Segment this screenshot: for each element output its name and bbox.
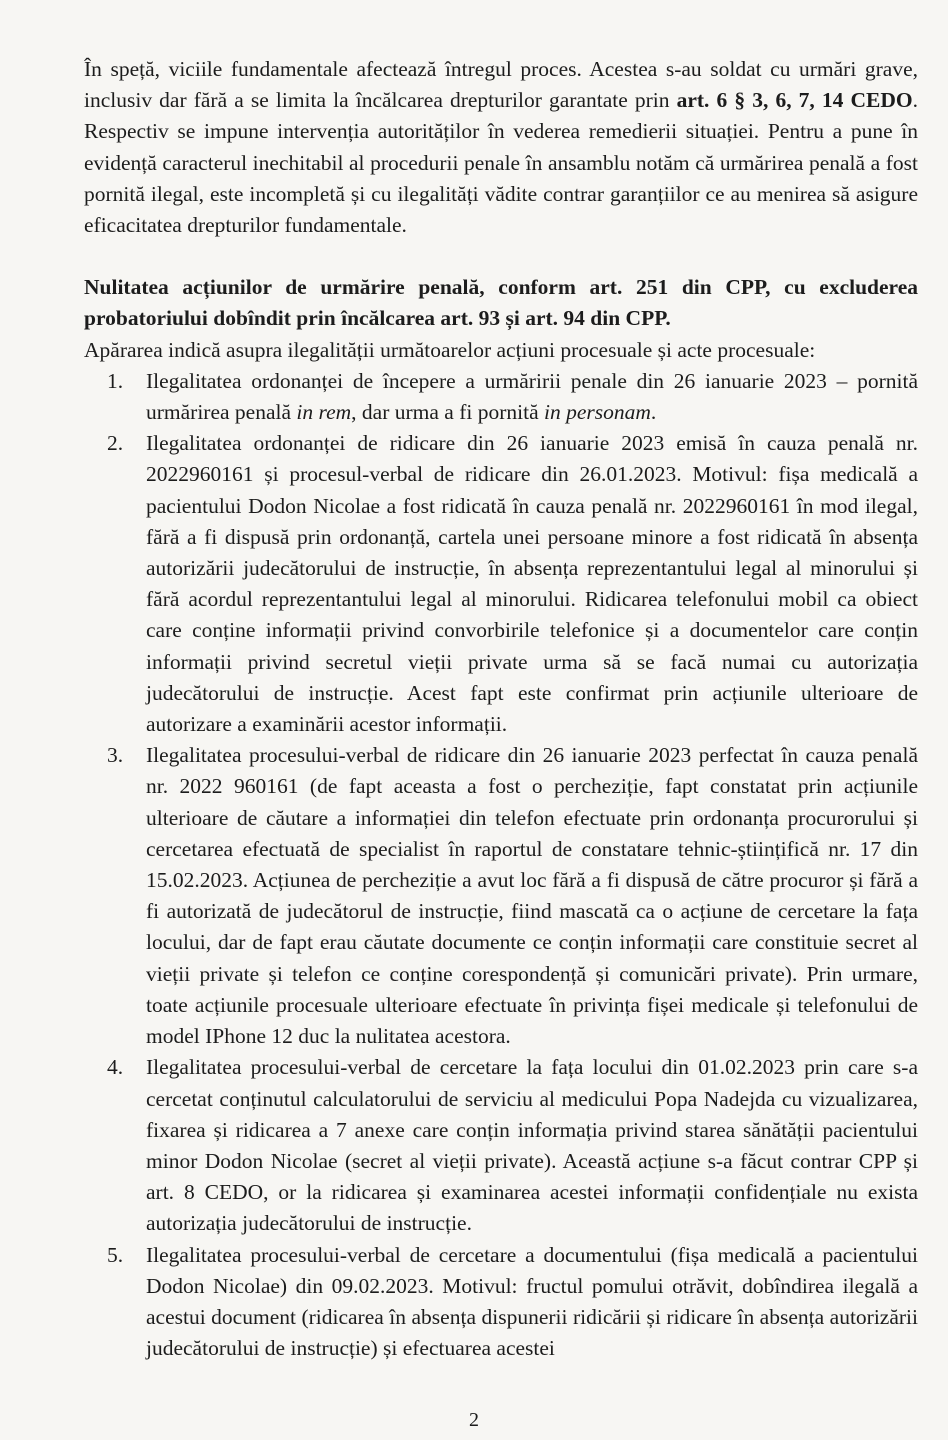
intro-paragraph (84, 54, 918, 241)
list-item-text: Ilegalitatea ordonanței de ridicare din 26 ianuarie 2023 emisă în cauza penală nr. 2022960161 și procesul-verbal de ridicare din 26.01.2023. Motivul: fișa medicală a pacientului Dodon Nicolae a fost ridicată în cauza penală nr. 2022960161 în mod ilegal, fără a fi dispusă prin ordonanță, cartela unei persoane minore a fost ridicată în absența autorizării judecătorului de instrucție, în absența reprezentantului legal al minorului și fără acordul reprezentantului legal al minorului. Ridicarea telefonului mobil ca obiect care conține informații privind convorbirile telefonice și a documentelor care conțin informații privind secretul vieții private urma să se facă numai cu autorizația judecătorului de instrucție. Acest fapt este confirmat prin acțiunile ulterioare de autorizare a examinării acestor informații. (146, 431, 918, 737)
intro-article-ref: art. 6 § 3, 6, 7, 14 CEDO (676, 88, 913, 113)
list-item-text: Ilegalitatea ordonanței de începere a urmăririi penale din 26 ianuarie 2023 – pornită urmărirea penală (146, 368, 918, 425)
list-item-number: 3. (107, 743, 124, 768)
list-item (107, 428, 918, 740)
list-item-number: 4. (107, 1055, 124, 1080)
list-item (107, 740, 918, 1052)
section-heading: Nulitatea acțiunilor de urmărire penală, conform art. 251 din CPP, cu excluderea probatoriului dobîndit prin încălcarea art. 93 și art. 94 din CPP. (84, 275, 918, 331)
list-item-number: 5. (107, 1242, 124, 1267)
list-item (107, 1052, 918, 1239)
page-number: 2 (469, 1409, 479, 1431)
list-item-text: Ilegalitatea procesului-verbal de ridicare din 26 ianuarie 2023 perfectat în cauza penală nr. 2022 960161 (de fapt aceasta a fost o percheziție, fapt constatat prin acțiunile ulterioare de căutare a informației din telefon efectuate prin ordonanța procurorului și cercetarea efectuată de specialist în raportul de constatare tehnic-științifică nr. 17 din 15.02.2023. Acțiunea de percheziție a avut loc fără a fi dispusă de către procuror și fără a fi autorizată de judecătorul de instrucție, fiind mascată ca o acțiune de cercetare la fața locului, dar de fapt erau căutate documente ce conțin informații care constituie secret al vieții private și telefon ce conține corespondență și comunicări private). Prin urmare, toate acțiunile procesuale ulterioare efectuate în privința fișei medicale și telefonului de model IPhone 12 duc la nulitatea acestora. (146, 743, 918, 1049)
list-item-text: . (650, 400, 657, 425)
list-item-italic: in rem (296, 400, 352, 425)
list-item-number: 2. (107, 431, 124, 456)
list-item (107, 366, 918, 428)
list-item-text: Ilegalitatea procesului-verbal de cercetare a documentului (fișa medicală a pacientului Dodon Nicolae) din 09.02.2023. Motivul: fructul pomului otrăvit, dobîndirea ilegală a acestui document (ridicarea în absența dispunerii ridicării și ridicare în absența autorizării judecătorului de instrucție) și efectuarea acestei (146, 1242, 918, 1361)
lead-paragraph: Apărarea indică asupra ilegalității următoarelor acțiuni procesuale și acte procesuale: (84, 337, 816, 362)
illegality-list (84, 366, 918, 1365)
intro-text-1: În speță, viciile fundamentale afectează întregul proces. Acestea s-au soldat cu urmări grave, inclusiv dar fără a se limita la încălcarea drepturilor garantate prin (84, 57, 918, 113)
list-item-text: Ilegalitatea procesului-verbal de cercetare la fața locului din 01.02.2023 prin care s-a cercetat conținutul calculatorului de serviciu al medicului Popa Nadejda cu vizualizarea, fixarea și ridicarea a 7 anexe care conțin informația privind starea sănătății pacientului minor Dodon Nicolae (secret al vieții private). Această acțiune s-a făcut contrar CPP și art. 8 CEDO, or la ridicarea și examinarea acestei informații confidențiale nu exista autorizația judecătorului de instrucție. (146, 1055, 918, 1236)
list-item (107, 1240, 918, 1365)
list-item-number: 1. (107, 368, 124, 393)
paragraph-gap (84, 241, 918, 272)
list-item-text: , dar urma a fi pornită (351, 400, 544, 425)
intro-text-2: . Respectiv se impune intervenția autorităților în vederea remedierii situației. Pentru a pune în evidență caracterul inechitabil al procedurii penale în ansamblu notăm că urmărirea penală a fost pornită ilegal, este incompletă și cu ilegalități vădite contrar garanțiilor ce au menirea să asigure eficacitatea drepturilor fundamentale. (84, 88, 918, 238)
list-item-italic: in personam (543, 400, 651, 425)
